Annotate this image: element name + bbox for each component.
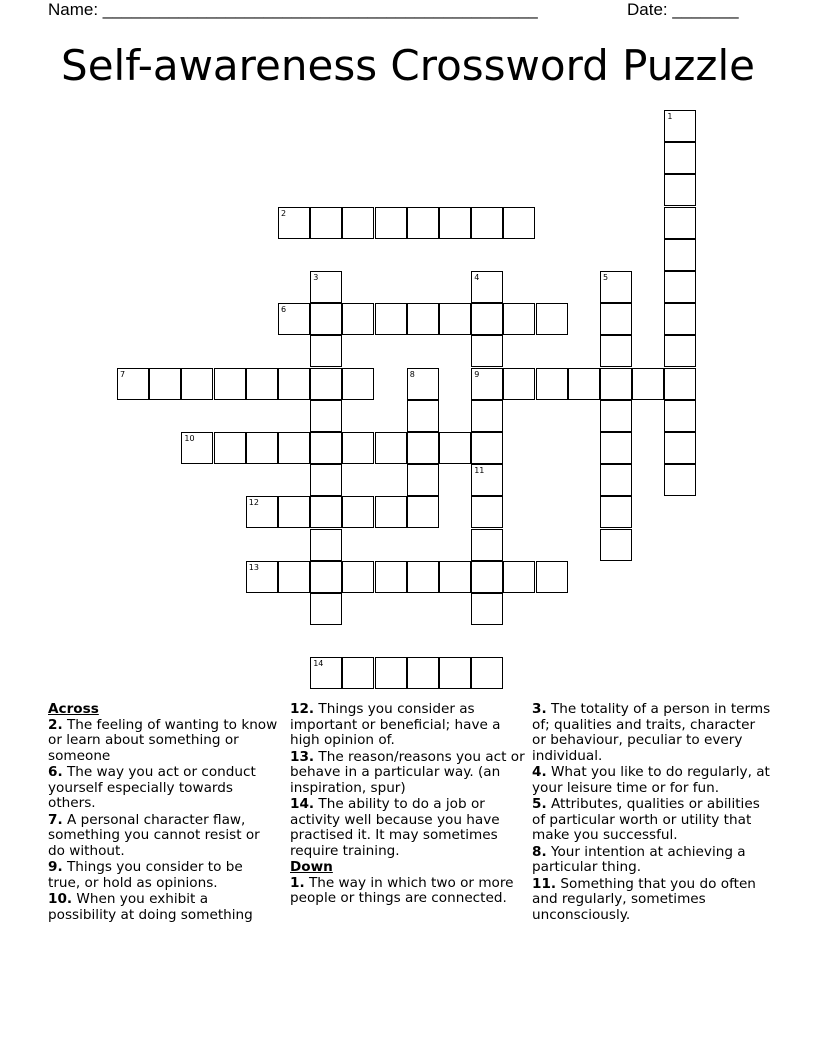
- grid-cell[interactable]: [471, 657, 503, 689]
- grid-cell[interactable]: [664, 400, 696, 432]
- clue-number: 10: [184, 434, 195, 443]
- grid-cell[interactable]: [310, 561, 342, 593]
- grid-cell[interactable]: [149, 368, 181, 400]
- grid-cell[interactable]: [407, 496, 439, 528]
- grid-cell[interactable]: [181, 368, 213, 400]
- date-line: Date: _______: [627, 0, 739, 19]
- clue-number: 6: [281, 305, 287, 315]
- grid-cell[interactable]: [600, 368, 632, 400]
- grid-cell[interactable]: [407, 303, 439, 335]
- grid-cell[interactable]: [664, 464, 696, 496]
- grid-cell[interactable]: [310, 529, 342, 561]
- grid-cell[interactable]: [664, 335, 696, 367]
- grid-cell[interactable]: [664, 142, 696, 174]
- grid-cell[interactable]: [439, 432, 471, 464]
- grid-cell[interactable]: [471, 561, 503, 593]
- grid-cell[interactable]: [407, 368, 439, 400]
- clue-number: 12: [248, 498, 259, 508]
- clue-number: 14: [313, 659, 324, 669]
- clues-column-1: [48, 702, 278, 924]
- grid-cell[interactable]: [600, 432, 632, 464]
- clues-column-2: [290, 702, 525, 908]
- clue-across-10: 10. When you exhibit a possibility at doing something: [48, 891, 253, 923]
- clue-down-3: 3. The totality of a person in terms of; qualities and traits, character or behaviour, peculiar to every individual.: [532, 701, 771, 764]
- grid-cell[interactable]: [600, 529, 632, 561]
- grid-cell[interactable]: [310, 400, 342, 432]
- clue-number: 5: [603, 273, 609, 282]
- grid-cell[interactable]: [310, 464, 342, 496]
- grid-cell[interactable]: [664, 432, 696, 464]
- clue-number: 7: [120, 369, 126, 379]
- grid-cell[interactable]: [471, 400, 503, 432]
- grid-cell[interactable]: [471, 529, 503, 561]
- clue-across-14: 14. The ability to do a job or activity well because you have practised it. It may sometimes require training.: [290, 796, 500, 859]
- clue-down-11: 11. Something that you do often and regularly, sometimes unconsciously.: [532, 875, 756, 923]
- grid-cell[interactable]: [310, 335, 342, 367]
- grid-cell[interactable]: [471, 271, 503, 303]
- grid-cell[interactable]: [600, 335, 632, 367]
- grid-cell[interactable]: [471, 368, 503, 400]
- grid-cell[interactable]: [246, 496, 278, 528]
- grid-cell[interactable]: [471, 593, 503, 625]
- grid-cell[interactable]: [439, 207, 471, 239]
- clue-across-13: 13. The reason/reasons you act or behave in a particular way. (an inspiration, spur): [290, 748, 525, 796]
- grid-cell[interactable]: [342, 432, 374, 464]
- grid-cell[interactable]: [664, 110, 696, 142]
- grid-cell[interactable]: [471, 432, 503, 464]
- grid-cell[interactable]: [310, 432, 342, 464]
- grid-cell[interactable]: [375, 496, 407, 528]
- grid-cell[interactable]: [536, 303, 568, 335]
- grid-cell[interactable]: [310, 368, 342, 400]
- grid-cell[interactable]: [278, 496, 310, 528]
- clue-down-8: 8. Your intention at achieving a particular thing.: [532, 843, 746, 875]
- grid-cell[interactable]: [536, 561, 568, 593]
- across-heading: Across: [48, 701, 99, 717]
- clue-number: 8: [409, 369, 415, 379]
- grid-cell[interactable]: [439, 657, 471, 689]
- grid-cell[interactable]: [471, 464, 503, 496]
- grid-cell[interactable]: [278, 207, 310, 239]
- grid-cell[interactable]: [600, 400, 632, 432]
- grid-cell[interactable]: [246, 368, 278, 400]
- grid-cell[interactable]: [117, 368, 149, 400]
- grid-cell[interactable]: [310, 657, 342, 689]
- grid-cell[interactable]: [439, 303, 471, 335]
- grid-cell[interactable]: [471, 303, 503, 335]
- clue-down-4: 4. What you like to do regularly, at your leisure time or for fun.: [532, 764, 770, 796]
- clue-down-1: 1. The way in which two or more people or things are connected.: [290, 874, 514, 906]
- grid-cell[interactable]: [664, 368, 696, 400]
- grid-cell[interactable]: [503, 207, 535, 239]
- grid-cell[interactable]: [471, 335, 503, 367]
- clue-across-6: 6. The way you act or conduct yourself especially towards others.: [48, 764, 256, 811]
- name-line: Name: ______________________________________________: [48, 0, 538, 19]
- grid-cell[interactable]: [310, 207, 342, 239]
- grid-cell[interactable]: [342, 207, 374, 239]
- grid-cell[interactable]: [246, 432, 278, 464]
- grid-cell[interactable]: [664, 174, 696, 206]
- grid-cell[interactable]: [310, 303, 342, 335]
- grid-cell[interactable]: [664, 207, 696, 239]
- grid-cell[interactable]: [375, 561, 407, 593]
- grid-cell[interactable]: [375, 207, 407, 239]
- clues-column-3: [532, 702, 772, 924]
- grid-cell[interactable]: [407, 561, 439, 593]
- grid-cell[interactable]: [600, 303, 632, 335]
- grid-cell[interactable]: [375, 432, 407, 464]
- grid-cell[interactable]: [471, 207, 503, 239]
- grid-cell[interactable]: [664, 239, 696, 271]
- grid-cell[interactable]: [503, 368, 535, 400]
- clue-number: 1: [667, 112, 673, 121]
- grid-cell[interactable]: [407, 400, 439, 432]
- clue-number: 9: [474, 369, 480, 379]
- clue-across-2: 2. The feeling of wanting to know or learn about something or someone: [48, 716, 278, 764]
- grid-cell[interactable]: [342, 496, 374, 528]
- grid-cell[interactable]: [600, 496, 632, 528]
- grid-cell[interactable]: [568, 368, 600, 400]
- grid-cell[interactable]: [407, 464, 439, 496]
- grid-cell[interactable]: [375, 303, 407, 335]
- grid-cell[interactable]: [407, 657, 439, 689]
- grid-cell[interactable]: [375, 657, 407, 689]
- grid-cell[interactable]: [214, 368, 246, 400]
- clue-across-9: 9. Things you consider to be true, or hold as opinions.: [48, 859, 243, 891]
- page-title: Self-awareness Crossword Puzzle: [61, 41, 755, 90]
- grid-cell[interactable]: [278, 303, 310, 335]
- grid-cell[interactable]: [407, 207, 439, 239]
- clue-across-7: 7. A personal character flaw, something you cannot resist or do without.: [48, 811, 260, 859]
- grid-cell[interactable]: [503, 303, 535, 335]
- clue-number: 3: [313, 273, 319, 282]
- grid-cell[interactable]: [632, 368, 664, 400]
- grid-cell[interactable]: [600, 464, 632, 496]
- grid-cell[interactable]: [407, 432, 439, 464]
- grid-cell[interactable]: [214, 432, 246, 464]
- grid-cell[interactable]: [181, 432, 213, 464]
- grid-cell[interactable]: [664, 303, 696, 335]
- grid-cell[interactable]: [342, 657, 374, 689]
- grid-cell[interactable]: [536, 368, 568, 400]
- grid-cell[interactable]: [278, 561, 310, 593]
- grid-cell[interactable]: [600, 271, 632, 303]
- grid-cell[interactable]: [342, 368, 374, 400]
- grid-cell[interactable]: [246, 561, 278, 593]
- grid-cell[interactable]: [310, 496, 342, 528]
- clue-number: 11: [474, 466, 485, 476]
- grid-cell[interactable]: [278, 368, 310, 400]
- grid-cell[interactable]: [439, 561, 471, 593]
- clue-number: 2: [281, 208, 287, 218]
- grid-cell[interactable]: [664, 271, 696, 303]
- clue-number: 4: [474, 273, 480, 282]
- down-heading: Down: [290, 859, 333, 875]
- grid-cell[interactable]: [310, 271, 342, 303]
- grid-cell[interactable]: [310, 593, 342, 625]
- grid-cell[interactable]: [342, 561, 374, 593]
- clue-number: 13: [248, 562, 259, 572]
- grid-cell[interactable]: [471, 496, 503, 528]
- clue-across-12: 12. Things you consider as important or beneficial; have a high opinion of.: [290, 701, 501, 748]
- grid-cell[interactable]: [342, 303, 374, 335]
- clue-down-5: 5. Attributes, qualities or abilities of particular worth or utility that make you successful.: [532, 796, 760, 843]
- grid-cell[interactable]: [278, 432, 310, 464]
- grid-cell[interactable]: [503, 561, 535, 593]
